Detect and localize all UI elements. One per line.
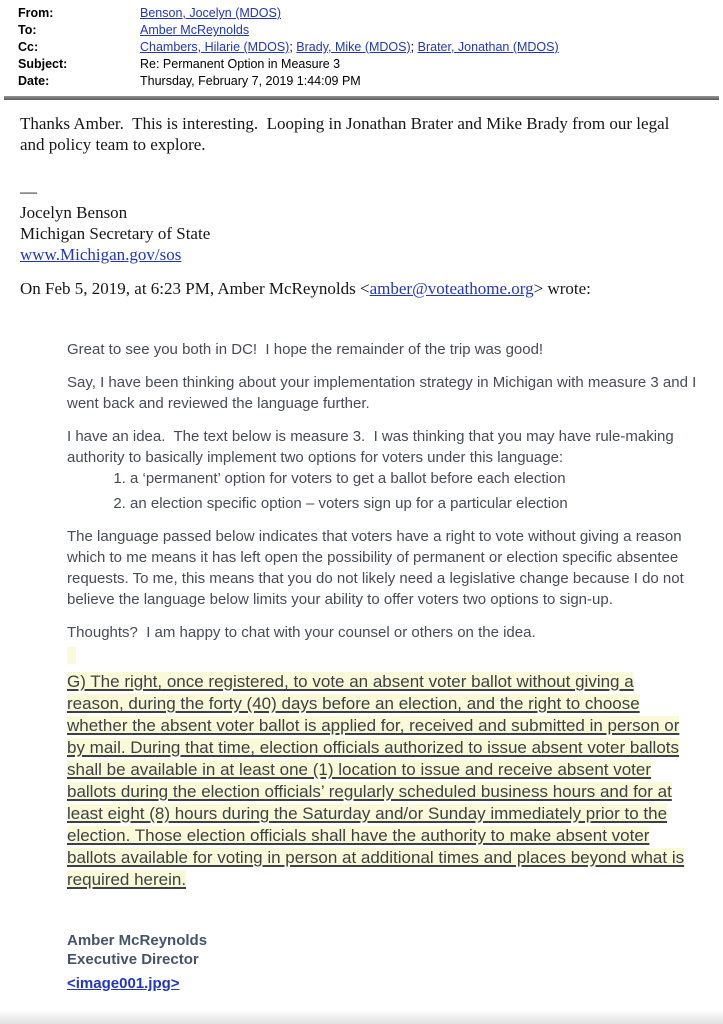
quote-intro-prefix: On Feb 5, 2019, at 6:23 PM, Amber McReynolds < xyxy=(20,279,370,298)
reply-signature-name: Jocelyn Benson xyxy=(20,203,128,222)
signature-dash: — xyxy=(20,182,37,201)
header-row-date xyxy=(18,73,723,90)
option-item-permanent: 1. a ‘permanent’ option for voters to get a ballot before each election xyxy=(130,468,699,489)
header-row-from xyxy=(18,5,723,22)
quote-intro-line xyxy=(20,278,703,299)
language-analysis-paragraph: The language passed below indicates that voters have a right to vote without giving a reason which to me means it has left open the possibility of permanent or election specific absentee requests. To me, this means that you do not likely need a legislative change because I do not believe the language below limits your ability to offer voters two options to sign-up. xyxy=(67,528,688,608)
header-row-to xyxy=(18,22,723,39)
cc-link-brady[interactable]: Brady, Mike (MDOS) xyxy=(296,40,411,54)
header-row-subject xyxy=(18,56,723,73)
sender-signature xyxy=(67,931,699,993)
subject-label: Subject: xyxy=(18,57,68,71)
email-header xyxy=(0,0,723,90)
cc-link-brater[interactable]: Brater, Jonathan (MDOS) xyxy=(417,40,559,54)
email-address-link[interactable]: amber@voteathome.org xyxy=(369,279,534,298)
cc-separator: ; xyxy=(410,40,418,54)
cc-separator: ; xyxy=(289,40,297,54)
highlight-blank-line xyxy=(67,647,699,665)
subject-value: Re: Permanent Option in Measure 3 xyxy=(140,57,341,71)
measure-3-paragraph xyxy=(67,671,692,891)
strategy-paragraph: Say, I have been thinking about your implementation strategy in Michigan with measure 3 and I went back and reviewed the language further. xyxy=(67,374,701,412)
to-label: To: xyxy=(18,23,37,37)
from-label: From: xyxy=(18,6,54,20)
header-divider xyxy=(4,96,719,100)
sender-name: Amber McReynolds xyxy=(67,932,208,949)
highlighted-measure-text: G) The right, once registered, to vote an absent voter ballot without giving a reason, during the forty (40) days before an election, and the right to choose whether the absent voter ballot is applied for, received and submitted in person or by mail. During that time, election officials authorized to issue absent voter ballots shall be available in at least one (1) location to issue and receive absent voter ballots during the election officials’ regularly scheduled business hours and for at least eight (8) hours during the Saturday and/or Sunday immediately prior to the election. Those election officials shall have the authority to make absent voter ballots available for voting in person at additional times and places beyond what is required herein. xyxy=(67,672,685,889)
reply-body-text: Thanks Amber. This is interesting. Looping in Jonathan Brater and Mike Brady from our legal and policy team to explore. xyxy=(20,114,674,154)
options-list xyxy=(67,468,699,514)
reply-signature-title: Michigan Secretary of State xyxy=(20,224,211,243)
page-bottom-shade xyxy=(0,1010,723,1024)
thoughts-paragraph: Thoughts? I am happy to chat with your counsel or others on the idea. xyxy=(67,624,536,641)
reply-section xyxy=(20,113,703,299)
cc-link-chambers[interactable]: Chambers, Hilarie (MDOS) xyxy=(140,40,290,54)
sender-title: Executive Director xyxy=(67,951,199,968)
cc-label: Cc: xyxy=(18,40,39,54)
highlight-mark xyxy=(67,647,76,664)
from-link[interactable]: Benson, Jocelyn (MDOS) xyxy=(140,6,282,20)
date-value: Thursday, February 7, 2019 1:44:09 PM xyxy=(140,74,361,88)
greeting-paragraph: Great to see you both in DC! I hope the remainder of the trip was good! xyxy=(67,341,544,358)
to-link[interactable]: Amber McReynolds xyxy=(140,23,250,37)
quote-intro-suffix: > wrote: xyxy=(533,279,591,298)
date-label: Date: xyxy=(18,74,50,88)
header-row-cc xyxy=(18,39,723,56)
quoted-message xyxy=(67,339,699,993)
michigan-sos-link[interactable]: www.Michigan.gov/sos xyxy=(20,245,182,264)
idea-paragraph: I have an idea. The text below is measure 3. I was thinking that you may have rule-making authority to basically implement two options for voters under this language: xyxy=(67,428,678,466)
attachment-link[interactable]: <image001.jpg> xyxy=(67,975,180,992)
option-item-election-specific: 2. an election specific option – voters sign up for a particular election xyxy=(130,493,699,514)
